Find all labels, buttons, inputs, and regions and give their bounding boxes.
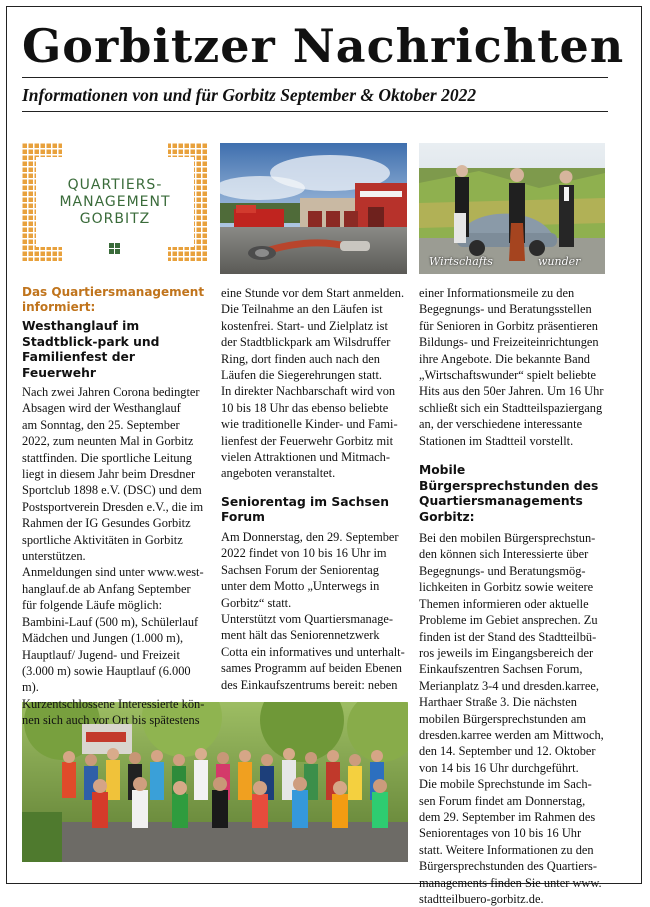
text-line: kostenfrei. Start- und Zielplatz ist xyxy=(221,318,388,333)
masthead-title: Gorbitzer Nachrichten xyxy=(22,19,625,73)
text-line: Begegnungs- und Beratungsmög- xyxy=(419,563,586,578)
text-line: Mädchen und Jungen (1.000 m), xyxy=(22,631,184,646)
text-line: für Senioren in Gorbitz präsentieren xyxy=(419,318,598,333)
text-line: ros jeweils im Eingangsbereich der xyxy=(419,645,594,660)
col3-text-bottom xyxy=(419,530,615,907)
text-line: Nach zwei Jahren Corona bedingter xyxy=(22,385,200,399)
text-line: sames Programm auf beiden Ebenen xyxy=(221,661,402,676)
band-wirtschaftswunder-photo xyxy=(419,143,605,274)
text-line: Kurzentschlossene Interessierte kön- xyxy=(22,696,205,711)
col2-text-top xyxy=(221,285,411,482)
text-line: angeboten veranstaltet. xyxy=(221,466,336,481)
quartiersmanagement-logo xyxy=(22,143,208,261)
text-line: Probleme im Gebiet ansprechen. Zu xyxy=(419,613,598,628)
text-line: von 14 bis 16 Uhr durchgeführt. xyxy=(419,760,579,775)
column-1 xyxy=(22,285,210,729)
text-line: lienfest der Feuerwehr Gorbitz mit xyxy=(221,433,394,448)
text-line: einer Informationsmeile zu den xyxy=(419,286,575,300)
text-line: unter dem Motto „Unterwegs in xyxy=(221,579,380,594)
text-line: lichkeiten in Gorbitz sowie weitere xyxy=(419,580,594,595)
text-line: sportliche Aktivitäten in Gorbitz xyxy=(22,532,183,547)
text-line: ihre Angebote. Die bekannte Band xyxy=(419,351,591,366)
text-line: Harthaer Straße 3. Die nächsten xyxy=(419,695,577,710)
column-2 xyxy=(221,285,411,693)
text-line: nen sich auch vor Ort bis spätestens xyxy=(22,713,200,728)
text-line: Hauptlauf/ Jugend- und Freizeit xyxy=(22,647,180,662)
buergersprechstunden-headline: Mobile Bürgersprechstunden des Quartiersmanagements Gorbitz: xyxy=(419,463,599,524)
text-line: managements finden Sie unter www. xyxy=(419,875,602,890)
text-line: Ring, dort finden auch nach den xyxy=(221,351,380,366)
text-line: Die Teilnahme an den Läufen ist xyxy=(221,302,383,317)
logo-line-2: MANAGEMENT xyxy=(59,194,171,210)
text-line: Hits aus den 50er Jahren. Um 16 Uhr xyxy=(419,384,604,399)
text-line: der Stadtblickpark am Wilsdruffer xyxy=(221,335,391,350)
issue-subtitle: Informationen von und für Gorbitz September & Oktober 2022 xyxy=(22,85,477,105)
text-line: ment hält das Seniorennetzwerk xyxy=(221,628,380,643)
text-line: am Sonntag, den 25. September xyxy=(22,417,180,432)
text-line: Postsportverein Dresden e.V., die im xyxy=(22,499,204,514)
text-line: stadtteilbuero-gorbitz.de. xyxy=(419,892,544,906)
text-line: vielen Attraktionen und Mitmach- xyxy=(221,450,390,465)
text-line: Sachsen Forum der Seniorentag xyxy=(221,562,379,577)
text-line: finden ist der Stand des Stadtteilbü- xyxy=(419,629,597,644)
text-line: liegt in diesem Jahr beim Dresdner xyxy=(22,467,196,482)
masthead-rule-top xyxy=(22,77,608,78)
text-line: (3.000 m) sowie Hauptlauf (6.000 m). xyxy=(22,663,191,695)
text-line: 2022, zum neunten Mal in Gorbitz xyxy=(22,434,194,449)
text-line: Bildungs- und Freizeiteinrichtungen xyxy=(419,335,599,350)
col3-text-top xyxy=(419,285,615,449)
text-line: Bürgersprechstunden des Quartiers- xyxy=(419,859,598,874)
text-line: Läufen die Siegerehrungen statt. xyxy=(221,368,383,383)
text-line: Einkaufszentren Sachsen Forum, xyxy=(419,662,583,677)
westhanglauf-headline: Westhanglauf im Stadtblick-park und Familienfest der Feuerwehr xyxy=(22,319,160,380)
text-line: den können sich Interessierte über xyxy=(419,547,589,562)
text-line: Bambini-Lauf (500 m), Schülerlauf xyxy=(22,614,199,629)
text-line: den 14. September und 12. Oktober xyxy=(419,744,596,759)
text-line: dem 29. September im Rahmen des xyxy=(419,809,596,824)
text-line: wie traditionelle Kinder- und Fami- xyxy=(221,417,398,432)
text-line: eine Stunde vor dem Start anmelden. xyxy=(221,286,405,300)
text-line: an, der verschiedene interessante xyxy=(419,417,583,432)
col2-text-bottom xyxy=(221,529,411,693)
text-line: Gorbitz“ statt. xyxy=(221,595,292,610)
text-line: hanglauf.de ab Anfang September xyxy=(22,581,191,596)
band-caption-left: Wirtschafts xyxy=(429,255,493,268)
text-line: „Wirtschaftswunder“ spielt beliebte xyxy=(419,368,597,383)
text-line: Themen informieren oder aktuelle xyxy=(419,596,589,611)
text-line: Unterstützt vom Quartiersmanage- xyxy=(221,611,394,626)
text-line: 2022 findet von 10 bis 16 Uhr im xyxy=(221,546,387,561)
text-line: Am Donnerstag, den 29. September xyxy=(221,529,399,544)
text-line: Anmeldungen sind unter www.west- xyxy=(22,565,204,580)
text-line: Bei den mobilen Bürgersprechstun- xyxy=(419,531,596,546)
text-line: Seniorentages von 10 bis 16 Uhr xyxy=(419,826,582,841)
fire-station-photo xyxy=(220,143,407,274)
text-line: statt. Weitere Informationen zu den xyxy=(419,842,594,857)
text-line: Sportclub 1898 e.V. (DSC) und dem xyxy=(22,483,202,498)
text-line: Rahmen der IG Gesundes Gorbitz xyxy=(22,516,191,531)
logo-line-1: QUARTIERS- xyxy=(67,177,163,193)
text-line: für folgende Läufe möglich: xyxy=(22,598,163,613)
text-line: Absagen wird der Westhanglauf xyxy=(22,401,181,416)
text-line: Merianplatz 3-4 und dresden.karree, xyxy=(419,678,599,693)
masthead-rule-bottom xyxy=(22,111,608,112)
column-3 xyxy=(419,285,615,907)
col1-text xyxy=(22,384,210,729)
text-line: Begegnungs- und Beratungsstellen xyxy=(419,302,592,317)
qm-kicker: Das Quartiersmanagement informiert: xyxy=(22,285,205,314)
text-line: Cotta ein informatives und unterhalt- xyxy=(221,644,405,659)
text-line: dresden.karree werden am Mittwoch, xyxy=(419,727,604,742)
band-caption-right: wunder xyxy=(538,255,581,268)
text-line: mobilen Bürgersprechstunden am xyxy=(419,711,587,726)
text-line: unterstützen. xyxy=(22,549,86,564)
text-line: 10 bis 18 Uhr das ebenso beliebte xyxy=(221,400,389,415)
seniorentag-headline: Seniorentag im Sachsen Forum xyxy=(221,494,389,525)
text-line: stattfinden. Die sportliche Leitung xyxy=(22,450,192,465)
text-line: sen Forum findet am Donnerstag, xyxy=(419,793,586,808)
text-line: Stationen im Stadtteil vorstellt. xyxy=(419,433,574,448)
text-line: des Einkaufszentrums bereit: neben xyxy=(221,677,398,692)
text-line: In direkter Nachbarschaft wird von xyxy=(221,384,396,399)
text-line: Die mobile Sprechstunde im Sach- xyxy=(419,777,592,792)
text-line: schließt sich ein Stadtteilspaziergang xyxy=(419,400,603,415)
logo-line-3: GORBITZ xyxy=(79,211,151,227)
